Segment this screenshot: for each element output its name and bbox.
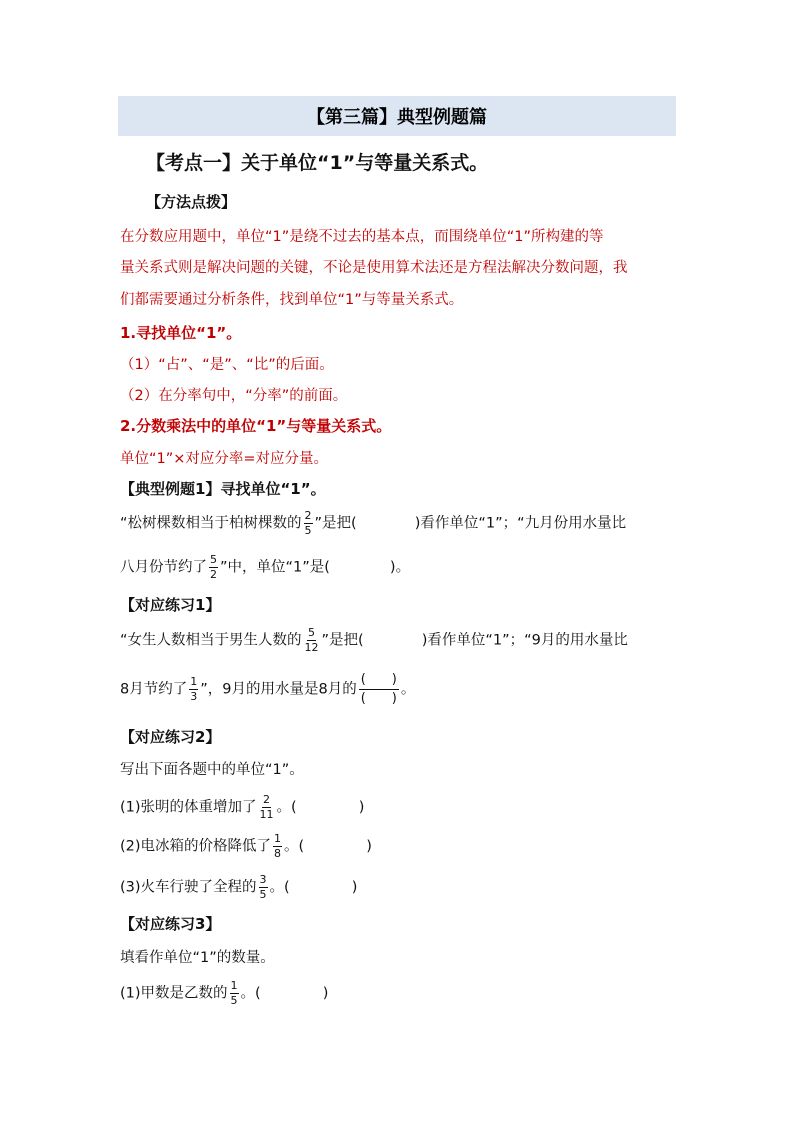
practice-1-text: 。 [400, 681, 416, 698]
item-text: 。( [284, 838, 305, 855]
practice-1-text: 8月节约了 [120, 681, 188, 698]
item-text: ) [322, 985, 329, 1002]
subsection-2-title: 2.分数乘法中的单位“1”与等量关系式。 [120, 417, 392, 435]
practice-1-text: ”，9月的用水量是8月的 [200, 681, 357, 698]
fraction: $\frac{1}{8}$ [274, 832, 282, 860]
fraction: $\frac{3}{5}$ [259, 873, 267, 901]
item-text: (2)电冰箱的价格降低了 [120, 838, 272, 855]
section-heading-kaodian: 【考点一】关于单位“1”与等量关系式。 [146, 152, 489, 174]
example-1-text: “松树棵数相当于柏树棵数的 [120, 515, 302, 532]
fraction: $\frac{2}{5}$ [304, 509, 312, 537]
formula-line: 单位“1”×对应分率=对应分量。 [120, 451, 329, 467]
fraction: $\frac{5}{12}$ [304, 626, 319, 654]
method-paragraph-line-3: 们都需要通过分析条件，找到单位“1”与等量关系式。 [120, 292, 464, 308]
practice-3-item-1 [120, 980, 328, 1007]
item-text: (1)甲数是乙数的 [120, 985, 228, 1002]
practice-1-text: “女生人数相当于男生人数的 [120, 632, 302, 649]
example-1-text: )。 [389, 559, 411, 576]
page-title: 【第三篇】典型例题篇 [118, 96, 676, 136]
fraction: $\frac{5}{2}$ [210, 553, 217, 581]
practice-1-text: ”是把( [321, 632, 364, 649]
fraction: $\frac{1}{3}$ [190, 675, 198, 703]
subsection-1-item-2: （2）在分率句中，“分率”的前面。 [120, 388, 348, 404]
example-1-text: 八月份节约了 [120, 559, 207, 576]
item-text: 。( [276, 799, 297, 816]
method-paragraph-line-1: 在分数应用题中，单位“1”是绕不过去的基本点，而围绕单位“1”所构建的等 [120, 229, 604, 245]
practice-2-item-2 [120, 833, 372, 860]
subsection-1-item-1: （1）“占”、“是”、“比”的后面。 [120, 357, 334, 373]
fraction: $\frac{1}{5}$ [230, 979, 238, 1007]
example-1-text: ”中，单位“1”是( [220, 559, 330, 576]
practice-2-intro: 写出下面各题中的单位“1”。 [120, 762, 304, 778]
item-text: 。( [269, 879, 290, 896]
practice-1-line-2 [120, 672, 415, 707]
example-1-text: ”是把( [314, 515, 357, 532]
example-1-text: )看作单位“1”；“九月份用水量比 [414, 515, 627, 532]
method-heading: 【方法点拨】 [146, 193, 237, 211]
item-text: (1)张明的体重增加了 [120, 799, 257, 816]
example-1-line-2 [120, 554, 410, 581]
practice-1-title: 【对应练习1】 [120, 596, 221, 614]
practice-2-item-1 [120, 794, 364, 821]
item-text: ) [366, 838, 372, 855]
practice-1-line-1 [120, 627, 628, 654]
answer-fraction-blank[interactable]: $\frac{( )}{( )}$ [360, 672, 397, 706]
practice-3-intro: 填看作单位“1”的数量。 [120, 950, 275, 966]
fraction: $\frac{2}{11}$ [259, 793, 274, 821]
item-text: (3)火车行驶了全程的 [120, 879, 257, 896]
practice-1-text: )看作单位“1”；“9月的用水量比 [421, 632, 628, 649]
item-text: ) [358, 799, 365, 816]
subsection-1-title: 1.寻找单位“1”。 [120, 324, 242, 342]
practice-2-item-3 [120, 874, 357, 901]
example-1-title: 【典型例题1】寻找单位“1”。 [120, 480, 326, 498]
item-text: 。( [240, 985, 261, 1002]
example-1-line-1 [120, 510, 626, 537]
practice-2-title: 【对应练习2】 [120, 728, 221, 746]
item-text: ) [351, 879, 358, 896]
practice-3-title: 【对应练习3】 [120, 915, 221, 933]
method-paragraph-line-2: 量关系式则是解决问题的关键，不论是使用算术法还是方程法解决分数问题，我 [120, 260, 628, 276]
